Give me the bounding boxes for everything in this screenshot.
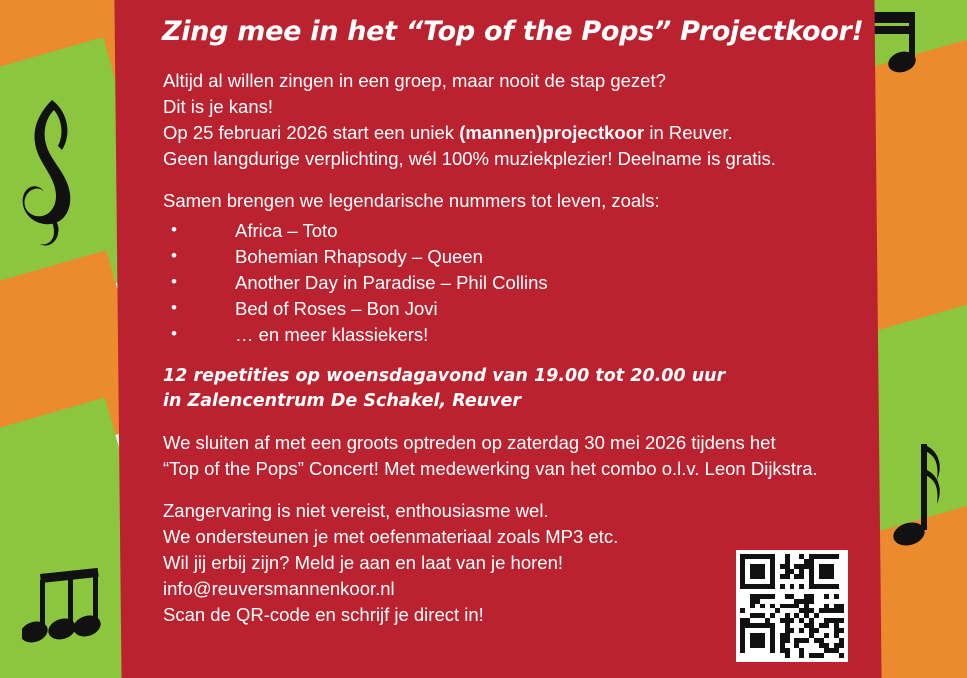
list-item: • Bed of Roses – Bon Jovi	[163, 296, 873, 322]
intro-line-3-part1: Op 25 februari 2026 start een uniek	[163, 122, 460, 143]
intro-line-1: Altijd al willen zingen in een groep, maar nooit de stap gezet?	[163, 70, 666, 91]
list-item: • Bohemian Rhapsody – Queen	[163, 244, 873, 270]
closing-line-1: Zangervaring is niet vereist, enthousiasme wel.	[163, 500, 549, 521]
music-notes-icon	[22, 568, 114, 652]
treble-clef-icon	[12, 96, 86, 256]
intro-line-3-part2: in Reuver.	[644, 122, 733, 143]
qr-code-grid	[740, 554, 844, 658]
intro-line-3-bold: (mannen)projectkoor	[459, 122, 645, 143]
spacer	[163, 482, 873, 498]
song-list	[163, 218, 873, 348]
spacer	[163, 172, 873, 188]
closing-line-3: Wil jij erbij zijn? Meld je aan en laat van je horen!	[163, 552, 564, 573]
poster-content	[150, 0, 870, 678]
list-item: • Africa – Toto	[163, 218, 873, 244]
poster-body	[163, 68, 873, 628]
list-item: • Another Day in Paradise – Phil Collins	[163, 270, 873, 296]
music-note-icon	[877, 440, 947, 560]
rehearsal-line-2: in Zalencentrum De Schakel, Reuver	[163, 391, 522, 411]
qr-code[interactable]	[736, 550, 848, 662]
spacer	[163, 414, 873, 430]
contact-email[interactable]: info@reuversmannenkoor.nl	[163, 578, 395, 599]
list-item: • … en meer klassiekers!	[163, 322, 873, 348]
page-title: Zing mee in het “Top of the Pops” Projectkoor!	[162, 16, 864, 47]
intro-line-4: Geen langdurige verplichting, wél 100% muziekplezier! Deelname is gratis.	[163, 148, 776, 169]
intro-line-2: Dit is je kans!	[163, 96, 274, 117]
concert-line-2: “Top of the Pops” Concert! Met medewerking van het combo o.l.v. Leon Dijkstra.	[163, 458, 818, 479]
intro-line-3	[163, 120, 873, 146]
concert-line-1: We sluiten af met een groots optreden op zaterdag 30 mei 2026 tijdens het	[163, 432, 776, 453]
rehearsal-line-1: 12 repetities op woensdagavond van 19.00 tot 20.00 uur	[163, 366, 726, 386]
closing-line-2: We ondersteunen je met oefenmateriaal zoals MP3 etc.	[163, 526, 619, 547]
spacer	[163, 348, 873, 364]
closing-line-5: Scan de QR-code en schrijf je direct in!	[163, 604, 484, 625]
songs-intro: Samen brengen we legendarische nummers tot leven, zoals:	[163, 190, 660, 211]
